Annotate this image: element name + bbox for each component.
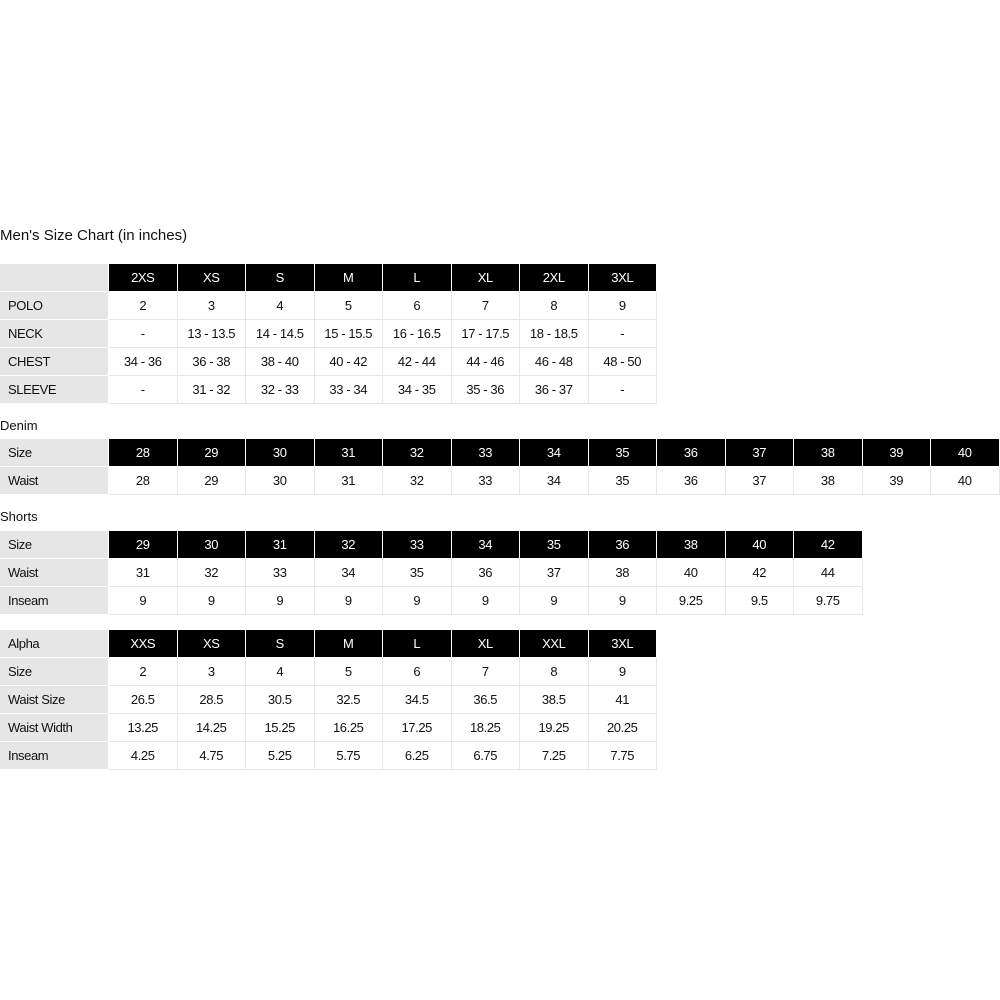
row-label-cell: Size	[0, 658, 109, 686]
value-cell: 5	[315, 292, 384, 320]
value-cell: 16 - 16.5	[383, 320, 452, 348]
value-cell: 17 - 17.5	[452, 320, 521, 348]
value-cell: 36	[452, 559, 521, 587]
size-header-cell: M	[315, 264, 384, 292]
size-header-cell: 35	[589, 439, 658, 467]
shorts-header-row	[0, 531, 863, 559]
value-cell: 33	[246, 559, 315, 587]
value-cell: 6.25	[383, 742, 452, 770]
value-cell: 2	[109, 292, 178, 320]
shorts-size-table	[0, 531, 863, 615]
header-label-cell: Size	[0, 439, 109, 467]
value-cell: 9.25	[657, 587, 726, 615]
value-cell: 7.75	[589, 742, 658, 770]
value-cell: 9	[109, 587, 178, 615]
value-cell: 26.5	[109, 686, 178, 714]
value-cell: 9	[520, 587, 589, 615]
size-header-cell: 29	[178, 439, 247, 467]
value-cell: 32 - 33	[246, 376, 315, 404]
size-header-cell: XL	[452, 630, 521, 658]
table-row	[0, 658, 657, 686]
value-cell: 38.5	[520, 686, 589, 714]
table-row	[0, 742, 657, 770]
value-cell: 2	[109, 658, 178, 686]
value-cell: 7.25	[520, 742, 589, 770]
table-row	[0, 292, 657, 320]
value-cell: 28	[109, 467, 178, 495]
value-cell: 9	[178, 587, 247, 615]
value-cell: 38	[589, 559, 658, 587]
value-cell: -	[589, 320, 658, 348]
value-cell: 6	[383, 658, 452, 686]
size-header-cell: 3XL	[589, 264, 658, 292]
value-cell: 37	[520, 559, 589, 587]
value-cell: 34 - 36	[109, 348, 178, 376]
row-label-cell: NECK	[0, 320, 109, 348]
value-cell: 37	[726, 467, 795, 495]
size-header-cell: 33	[383, 531, 452, 559]
value-cell: 18 - 18.5	[520, 320, 589, 348]
value-cell: 34	[520, 467, 589, 495]
size-header-cell: 32	[315, 531, 384, 559]
value-cell: 4.75	[178, 742, 247, 770]
value-cell: 31	[315, 467, 384, 495]
value-cell: 4	[246, 292, 315, 320]
row-label-cell: POLO	[0, 292, 109, 320]
size-header-cell: 2XL	[520, 264, 589, 292]
value-cell: 4.25	[109, 742, 178, 770]
size-header-cell: XXS	[109, 630, 178, 658]
value-cell: 36 - 37	[520, 376, 589, 404]
value-cell: 40	[657, 559, 726, 587]
value-cell: 46 - 48	[520, 348, 589, 376]
value-cell: 13.25	[109, 714, 178, 742]
size-header-cell: S	[246, 264, 315, 292]
value-cell: 44 - 46	[452, 348, 521, 376]
value-cell: 36 - 38	[178, 348, 247, 376]
value-cell: 5.75	[315, 742, 384, 770]
size-header-cell: 30	[178, 531, 247, 559]
denim-size-table	[0, 439, 1000, 495]
value-cell: 20.25	[589, 714, 658, 742]
shorts-section-label: Shorts	[0, 509, 38, 524]
size-header-cell: 35	[520, 531, 589, 559]
value-cell: 31 - 32	[178, 376, 247, 404]
value-cell: 8	[520, 292, 589, 320]
value-cell: 39	[863, 467, 932, 495]
row-label-cell: CHEST	[0, 348, 109, 376]
value-cell: 35	[589, 467, 658, 495]
value-cell: -	[109, 320, 178, 348]
value-cell: 5	[315, 658, 384, 686]
value-cell: 32.5	[315, 686, 384, 714]
size-header-cell: 40	[931, 439, 1000, 467]
value-cell: 38	[794, 467, 863, 495]
value-cell: 6.75	[452, 742, 521, 770]
table-row	[0, 559, 863, 587]
size-header-cell: XL	[452, 264, 521, 292]
header-label-cell: Size	[0, 531, 109, 559]
row-label-cell: Waist	[0, 559, 109, 587]
size-header-cell: L	[383, 630, 452, 658]
size-header-cell: 33	[452, 439, 521, 467]
alpha-size-table	[0, 630, 657, 770]
value-cell: 9.5	[726, 587, 795, 615]
value-cell: 6	[383, 292, 452, 320]
denim-header-row	[0, 439, 1000, 467]
value-cell: 31	[109, 559, 178, 587]
value-cell: 7	[452, 292, 521, 320]
value-cell: 35	[383, 559, 452, 587]
value-cell: -	[589, 376, 658, 404]
row-label-cell: Waist	[0, 467, 109, 495]
size-header-cell: 42	[794, 531, 863, 559]
row-label-cell: Inseam	[0, 742, 109, 770]
value-cell: 44	[794, 559, 863, 587]
value-cell: 34 - 35	[383, 376, 452, 404]
value-cell: 14.25	[178, 714, 247, 742]
value-cell: 9	[589, 587, 658, 615]
size-header-cell: 38	[794, 439, 863, 467]
value-cell: 32	[178, 559, 247, 587]
table-row	[0, 714, 657, 742]
size-header-cell: XS	[178, 264, 247, 292]
value-cell: 3	[178, 658, 247, 686]
alpha-header-row	[0, 630, 657, 658]
value-cell: 36	[657, 467, 726, 495]
size-header-cell: 40	[726, 531, 795, 559]
denim-section-label: Denim	[0, 418, 38, 433]
table-row	[0, 686, 657, 714]
size-header-cell: 36	[589, 531, 658, 559]
value-cell: 30	[246, 467, 315, 495]
size-header-cell: 2XS	[109, 264, 178, 292]
size-header-cell: 37	[726, 439, 795, 467]
value-cell: 9.75	[794, 587, 863, 615]
table-row	[0, 467, 1000, 495]
value-cell: 17.25	[383, 714, 452, 742]
row-label-cell: Waist Width	[0, 714, 109, 742]
value-cell: 34	[315, 559, 384, 587]
value-cell: 9	[452, 587, 521, 615]
value-cell: 14 - 14.5	[246, 320, 315, 348]
size-header-cell: 31	[315, 439, 384, 467]
value-cell: 32	[383, 467, 452, 495]
table-row	[0, 587, 863, 615]
size-header-cell: 31	[246, 531, 315, 559]
size-header-cell: 3XL	[589, 630, 658, 658]
value-cell: 38 - 40	[246, 348, 315, 376]
header-label-cell	[0, 264, 109, 292]
size-header-cell: 29	[109, 531, 178, 559]
value-cell: 19.25	[520, 714, 589, 742]
value-cell: 3	[178, 292, 247, 320]
men-header-row	[0, 264, 657, 292]
value-cell: 16.25	[315, 714, 384, 742]
value-cell: 18.25	[452, 714, 521, 742]
value-cell: 41	[589, 686, 658, 714]
value-cell: 36.5	[452, 686, 521, 714]
value-cell: 13 - 13.5	[178, 320, 247, 348]
value-cell: 28.5	[178, 686, 247, 714]
value-cell: 9	[246, 587, 315, 615]
value-cell: 9	[589, 658, 658, 686]
size-header-cell: M	[315, 630, 384, 658]
size-header-cell: XS	[178, 630, 247, 658]
size-header-cell: 34	[452, 531, 521, 559]
value-cell: 15 - 15.5	[315, 320, 384, 348]
value-cell: 5.25	[246, 742, 315, 770]
value-cell: 33	[452, 467, 521, 495]
value-cell: 15.25	[246, 714, 315, 742]
value-cell: 33 - 34	[315, 376, 384, 404]
value-cell: 35 - 36	[452, 376, 521, 404]
value-cell: 7	[452, 658, 521, 686]
value-cell: 9	[589, 292, 658, 320]
value-cell: 9	[383, 587, 452, 615]
size-header-cell: 30	[246, 439, 315, 467]
size-header-cell: 28	[109, 439, 178, 467]
row-label-cell: SLEEVE	[0, 376, 109, 404]
value-cell: 42	[726, 559, 795, 587]
value-cell: 40 - 42	[315, 348, 384, 376]
table-row	[0, 348, 657, 376]
value-cell: 34.5	[383, 686, 452, 714]
value-cell: 30.5	[246, 686, 315, 714]
row-label-cell: Inseam	[0, 587, 109, 615]
men-size-table	[0, 264, 657, 404]
value-cell: 42 - 44	[383, 348, 452, 376]
size-header-cell: S	[246, 630, 315, 658]
page-title: Men's Size Chart (in inches)	[0, 227, 188, 244]
value-cell: 40	[931, 467, 1000, 495]
value-cell: 29	[178, 467, 247, 495]
value-cell: -	[109, 376, 178, 404]
header-label-cell: Alpha	[0, 630, 109, 658]
size-header-cell: 32	[383, 439, 452, 467]
value-cell: 48 - 50	[589, 348, 658, 376]
table-row	[0, 376, 657, 404]
size-header-cell: 39	[863, 439, 932, 467]
size-header-cell: L	[383, 264, 452, 292]
size-header-cell: 36	[657, 439, 726, 467]
size-header-cell: 34	[520, 439, 589, 467]
value-cell: 8	[520, 658, 589, 686]
size-header-cell: 38	[657, 531, 726, 559]
value-cell: 9	[315, 587, 384, 615]
value-cell: 4	[246, 658, 315, 686]
table-row	[0, 320, 657, 348]
row-label-cell: Waist Size	[0, 686, 109, 714]
size-header-cell: XXL	[520, 630, 589, 658]
